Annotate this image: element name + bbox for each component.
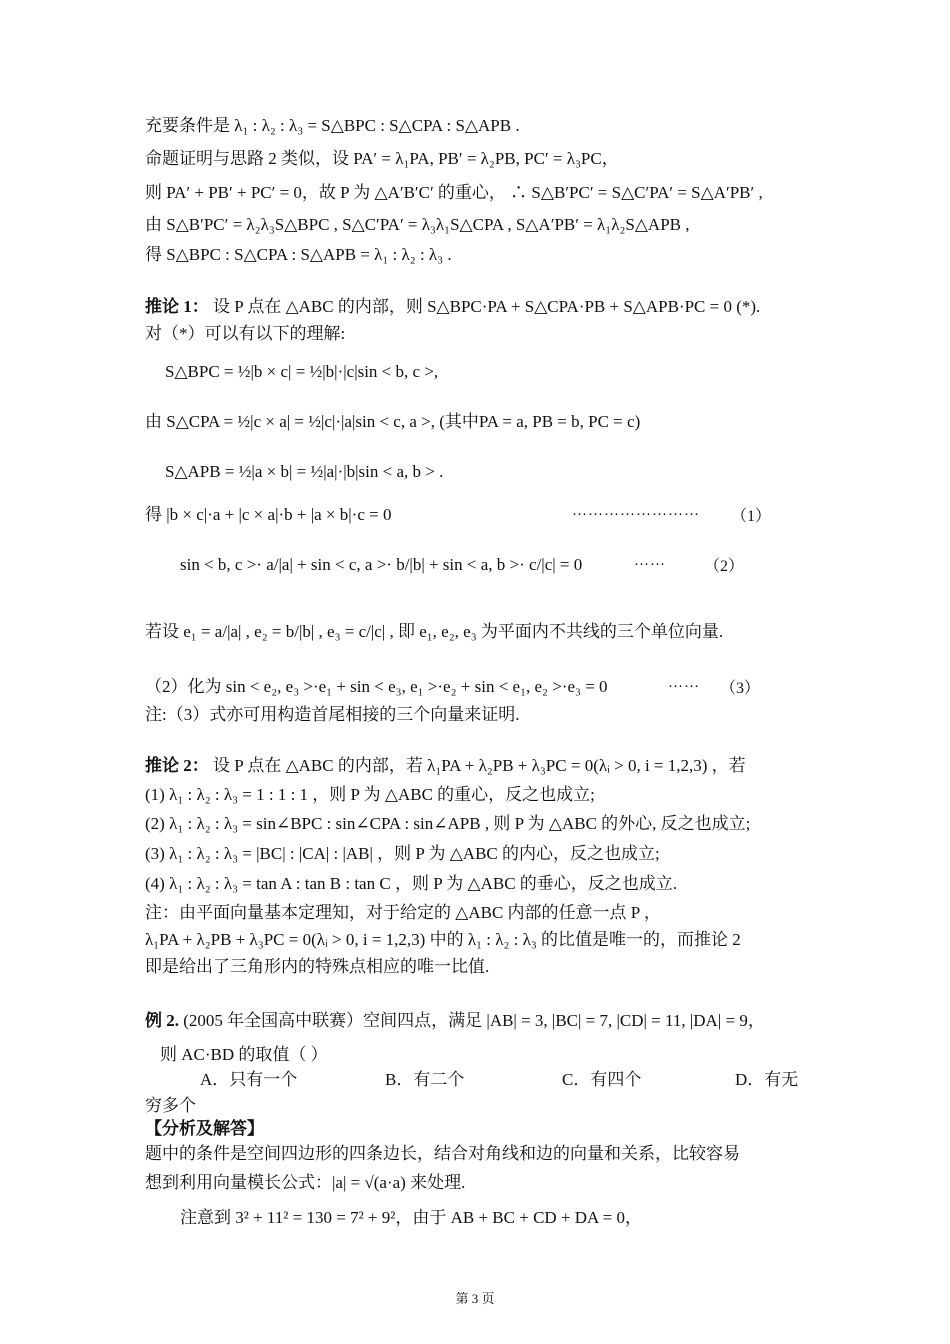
text-line: λ₁PA + λ₂PB + λ₃PC = 0(λᵢ > 0, i = 1,2,3) 中的 λ₁ : λ₂ : λ₃ 的比值是唯一的，而推论 2 (145, 930, 741, 949)
corollary-1-text: 设 P 点在 △ABC 的内部，则 S△BPC·PA + S△CPA·PB + S△APB·PC = 0 (*). (213, 297, 761, 316)
leader-dots: …… (634, 553, 666, 569)
option-a: A．只有一个 (200, 1070, 298, 1089)
text-line: 对（*）可以有以下的理解: (145, 324, 346, 343)
leader-dots: …… (668, 675, 700, 691)
formula-line: 得 |b × c|·a + |c × a|·b + |a × b|·c = 0 (145, 505, 392, 524)
formula-line: S△APB = ½|a × b| = ½|a|·|b|sin < a, b > . (165, 462, 444, 481)
corollary-2-text: 设 P 点在 △ABC 的内部，若 λ₁PA + λ₂PB + λ₃PC = 0(λᵢ > 0, i = 1,2,3) ，若 (213, 756, 746, 775)
text-line: 则 PA′ + PB′ + PC′ = 0，故 P 为 △A′B′C′ 的重心， ∴ S△B′PC′ = S△C′PA′ = S△A′PB′ , (145, 183, 763, 202)
text-line: 注:（3）式亦可用构造首尾相接的三个向量来证明. (145, 705, 520, 724)
equation-number: （2） (704, 558, 745, 575)
text-line: (2) λ₁ : λ₂ : λ₃ = sin∠BPC : sin∠CPA : sin∠APB , 则 P 为 △ABC 的外心, 反之也成立; (145, 814, 751, 833)
text-line: 由 S△B′PC′ = λ₂λ₃S△BPC , S△C′PA′ = λ₃λ₁S△CPA , S△A′PB′ = λ₁λ₂S△APB , (145, 215, 690, 234)
text-line: (4) λ₁ : λ₂ : λ₃ = tan A : tan B : tan C ，则 P 为 △ABC 的垂心，反之也成立. (145, 874, 678, 893)
analysis-heading: 【分析及解答】 (145, 1119, 264, 1138)
text-line: 即是给出了三角形内的特殊点相应的唯一比值. (145, 957, 490, 976)
option-b: B．有二个 (385, 1070, 465, 1089)
text-line: 注意到 3² + 11² = 130 = 7² + 9²，由于 AB + BC + CD + DA = 0， (180, 1208, 642, 1227)
example-2-label: 例 2. (145, 1011, 179, 1030)
corollary-2 (145, 754, 815, 778)
text-line: 注：由平面向量基本定理知，对于给定的 △ABC 内部的任意一点 P ， (145, 903, 661, 922)
text-line: 题中的条件是空间四边形的四条边长，结合对角线和边的向量和关系，比较容易 (145, 1144, 740, 1163)
equation-number: （3） (720, 680, 761, 697)
equation-number: （1） (731, 508, 772, 525)
page-number: 第 3 页 (455, 1291, 495, 1306)
option-d: D．有无 (735, 1070, 799, 1089)
formula-line: 由 S△CPA = ½|c × a| = ½|c|·|a|sin < c, a >, (其中PA = a, PB = b, PC = c) (145, 412, 641, 431)
formula-line: S△BPC = ½|b × c| = ½|b|·|c|sin < b, c >, (165, 362, 439, 381)
formula-line: （2）化为 sin < e₂, e₃ >·e₁ + sin < e₃, e₁ >·e₂ + sin < e₁, e₂ >·e₃ = 0 (145, 677, 608, 696)
corollary-1 (145, 295, 815, 319)
text-line: (1) λ₁ : λ₂ : λ₃ = 1 : 1 : 1 ，则 P 为 △ABC 的重心，反之也成立; (145, 785, 595, 804)
text-line: 想到利用向量模长公式：|a| = √(a·a) 来处理. (145, 1173, 466, 1192)
text-line: 命题证明与思路 2 类似，设 PA′ = λ₁PA, PB′ = λ₂PB, PC′ = λ₃PC， (145, 149, 619, 168)
text-line: 得 S△BPC : S△CPA : S△APB = λ₁ : λ₂ : λ₃ . (145, 245, 452, 264)
corollary-2-label: 推论 2： (145, 756, 209, 775)
example-2-text: (2005 年全国高中联赛）空间四点，满足 |AB| = 3, |BC| = 7, |CD| = 11, |DA| = 9， (183, 1011, 765, 1030)
text-line: 穷多个 (145, 1096, 196, 1115)
formula-line: 若设 e₁ = a/|a| , e₂ = b/|b| , e₃ = c/|c| , 即 e₁, e₂, e₃ 为平面内不共线的三个单位向量. (145, 622, 724, 641)
text-line: (3) λ₁ : λ₂ : λ₃ = |BC| : |CA| : |AB| ，则 P 为 △ABC 的内心，反之也成立; (145, 844, 660, 863)
text-line: 则 AC·BD 的取值（ ） (160, 1045, 328, 1064)
text-line: 充要条件是 λ₁ : λ₂ : λ₃ = S△BPC : S△CPA : S△APB . (145, 116, 520, 135)
option-c: C．有四个 (562, 1070, 642, 1089)
corollary-1-label: 推论 1： (145, 297, 209, 316)
example-2 (145, 1009, 815, 1033)
leader-dots: …………………… (572, 503, 700, 519)
formula-line: sin < b, c >· a/|a| + sin < c, a >· b/|b| + sin < a, b >· c/|c| = 0 (180, 555, 583, 574)
